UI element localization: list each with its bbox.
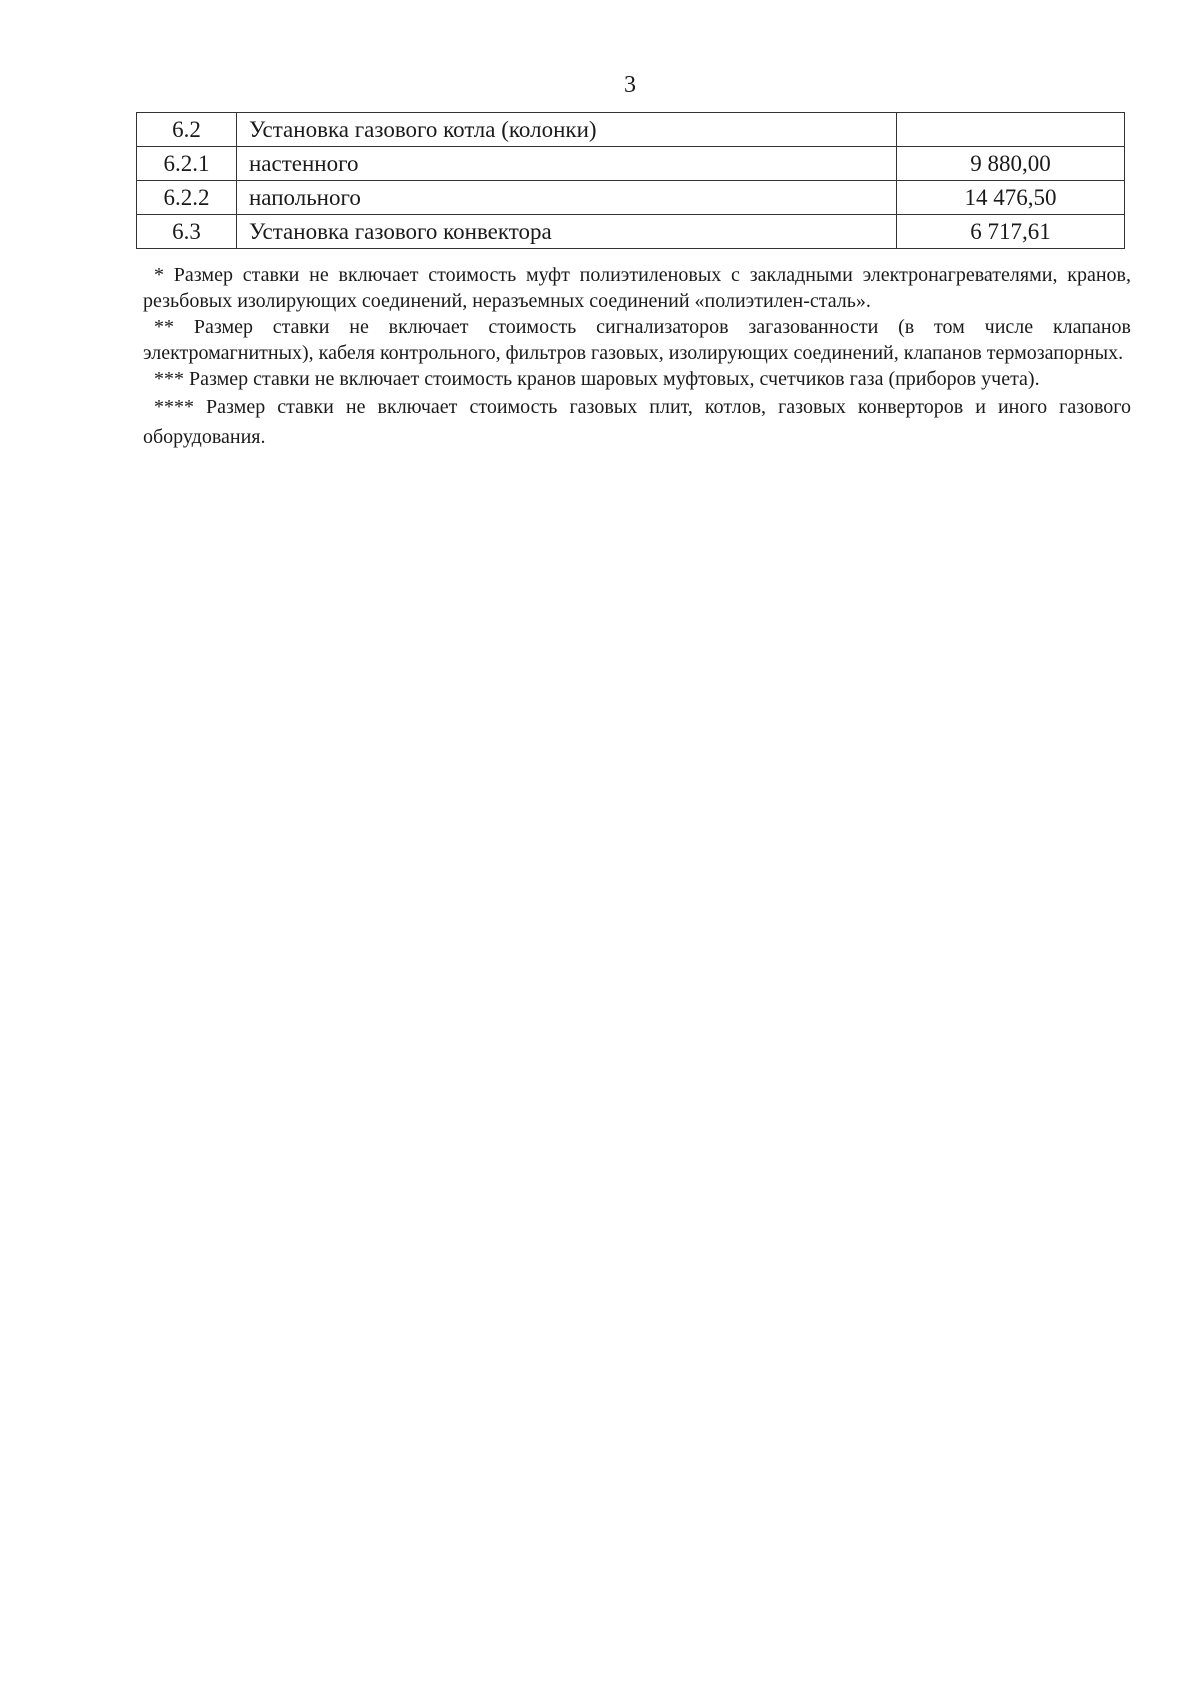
footnote: * Размер ставки не включает стоимость муфт полиэтиленовых с закладными электронагревателями, кранов, резьбовых изолирующих соединений, неразъемных соединений «полиэтилен-сталь». [143, 264, 1131, 312]
item-value: 9 880,00 [897, 147, 1125, 181]
table-row [137, 181, 1125, 215]
item-number: 6.2.1 [137, 147, 237, 181]
footnote: **** Размер ставки не включает стоимость газовых плит, котлов, газовых конверторов и иного газового оборудования. [143, 396, 1131, 448]
item-name: Установка газового конвектора [237, 215, 897, 249]
item-name: настенного [237, 147, 897, 181]
table-row [137, 147, 1125, 181]
item-name: Установка газового котла (колонки) [237, 113, 897, 147]
item-number: 6.3 [137, 215, 237, 249]
item-number: 6.2 [137, 113, 237, 147]
item-number: 6.2.2 [137, 181, 237, 215]
table-row [137, 215, 1125, 249]
item-value: 6 717,61 [897, 215, 1125, 249]
footnote: ** Размер ставки не включает стоимость сигнализаторов загазованности (в том числе клапанов электромагнитных), кабеля контрольного, фильтров газовых, изолирующих соединений, клапанов термозапорных. [143, 316, 1131, 364]
footnotes [143, 262, 1131, 452]
page-number: 3 [624, 72, 636, 98]
footnote: *** Размер ставки не включает стоимость кранов шаровых муфтовых, счетчиков газа (приборов учета). [154, 368, 1040, 390]
item-value: 14 476,50 [897, 181, 1125, 215]
item-name: напольного [237, 181, 897, 215]
table-row [137, 113, 1125, 147]
item-value [897, 113, 1125, 147]
rates-table [136, 112, 1125, 249]
